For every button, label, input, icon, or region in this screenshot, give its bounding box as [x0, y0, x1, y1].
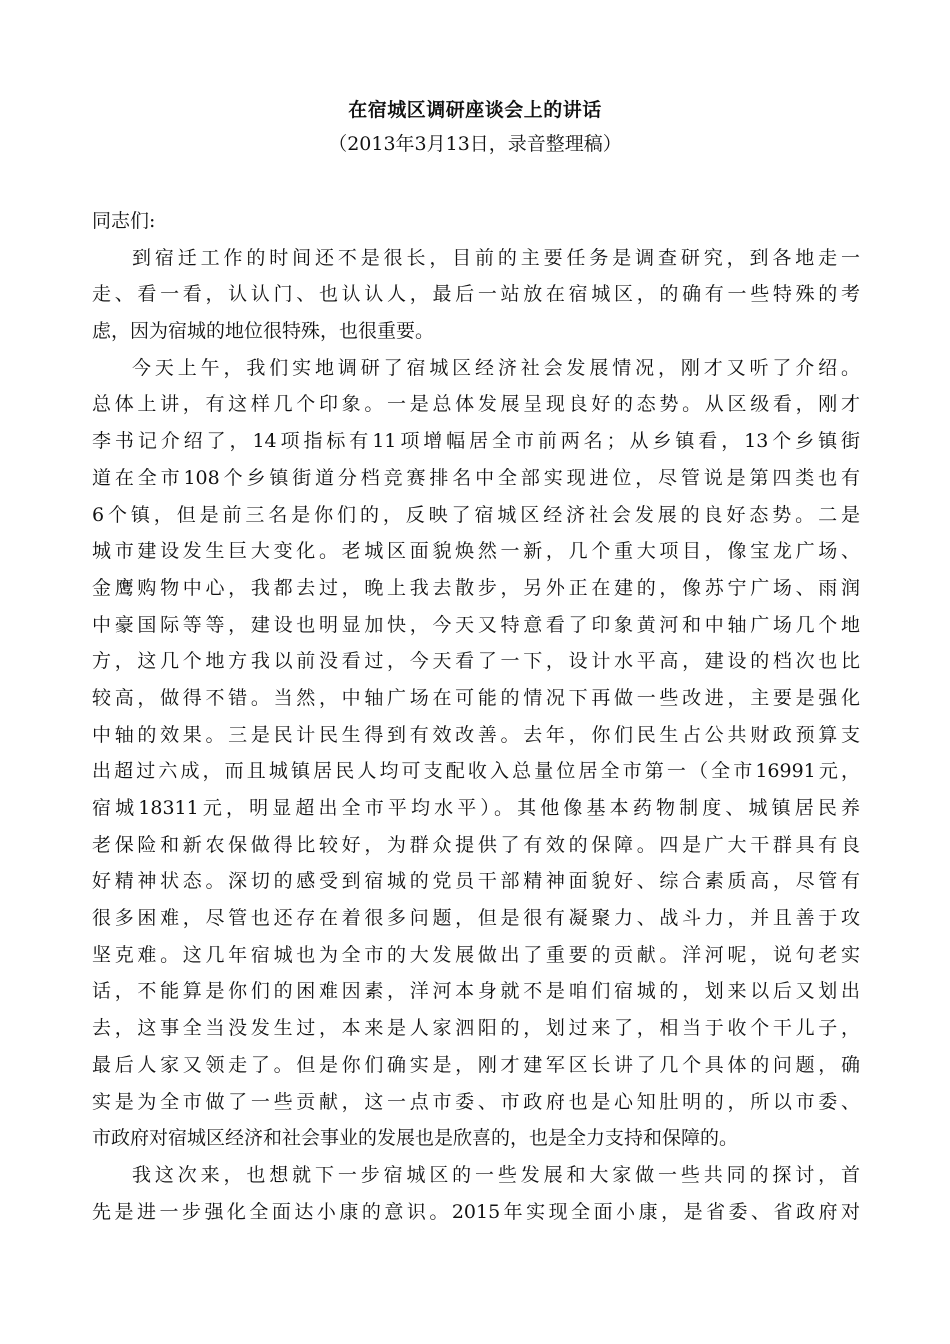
- paragraph-1-line: 走、看一看，认认门、也认认人，最后一站放在宿城区，的确有一些特殊的考: [92, 283, 860, 306]
- document-subtitle: （2013年3月13日，录音整理稿）: [328, 133, 622, 155]
- paragraph-2-line: 方，这几个地方我以前没看过，今天看了一下，设计水平高，建设的档次也比: [92, 650, 860, 673]
- greeting: 同志们:: [92, 210, 156, 232]
- paragraph-2-line: 总体上讲，有这样几个印象。一是总体发展呈现良好的态势。从区级看，刚才: [92, 393, 860, 416]
- paragraph-2-line: 宿城18311元，明显超出全市平均水平）。其他像基本药物制度、城镇居民养: [92, 797, 860, 819]
- paragraph-2-line: 城市建设发生巨大变化。老城区面貌焕然一新，几个重大项目，像宝龙广场、: [92, 540, 860, 563]
- paragraph-2-line: 道在全市108个乡镇街道分档竞赛排名中全部实现进位，尽管说是第四类也有: [92, 466, 860, 489]
- paragraph-2-line: 老保险和新农保做得比较好，为群众提供了有效的保障。四是广大干群具有良: [92, 833, 860, 856]
- paragraph-3-line: 我这次来，也想就下一步宿城区的一些发展和大家做一些共同的探讨，首: [132, 1163, 860, 1186]
- paragraph-2-line: 中豪国际等等，建设也明显加快，今天又特意看了印象黄河和中轴广场几个地: [92, 613, 860, 636]
- paragraph-3-line: 先是进一步强化全面达小康的意识。2015年实现全面小康，是省委、省政府对: [92, 1200, 860, 1223]
- paragraph-2-line: 市政府对宿城区经济和社会事业的发展也是欣喜的，也是全力支持和保障的。: [92, 1127, 739, 1150]
- paragraph-2-line: 今天上午，我们实地调研了宿城区经济社会发展情况，刚才又听了介绍。: [132, 356, 860, 379]
- paragraph-2-line: 坚克难。这几年宿城也为全市的大发展做出了重要的贡献。洋河呢，说句老实: [92, 943, 860, 966]
- paragraph-2-line: 出超过六成，而且城镇居民人均可支配收入总量位居全市第一（全市16991元，: [92, 760, 860, 783]
- paragraph-2-line: 最后人家又领走了。但是你们确实是，刚才建军区长讲了几个具体的问题，确: [92, 1053, 860, 1076]
- paragraph-2-line: 6个镇，但是前三名是你们的，反映了宿城区经济社会发展的良好态势。二是: [92, 503, 860, 526]
- paragraph-2-line: 很多困难，尽管也还存在着很多问题，但是很有凝聚力、战斗力，并且善于攻: [92, 907, 860, 930]
- paragraph-2-line: 实是为全市做了一些贡献，这一点市委、市政府也是心知肚明的，所以市委、: [92, 1090, 860, 1113]
- paragraph-2-line: 好精神状态。深切的感受到宿城的党员干部精神面貌好、综合素质高，尽管有: [92, 870, 860, 893]
- document-body: [92, 203, 860, 1230]
- paragraph-2-line: 李书记介绍了，14项指标有11项增幅居全市前两名；从乡镇看，13个乡镇街: [92, 430, 860, 453]
- paragraph-2-line: 话，不能算是你们的困难因素，洋河本身就不是咱们宿城的，划来以后又划出: [92, 980, 860, 1003]
- paragraph-1-line: 到宿迁工作的时间还不是很长，目前的主要任务是调查研究，到各地走一: [132, 246, 860, 269]
- paragraph-2-line: 较高，做得不错。当然，中轴广场在可能的情况下再做一些改进，主要是强化: [92, 686, 860, 709]
- document-title: 在宿城区调研座谈会上的讲话: [348, 99, 602, 121]
- paragraph-1-line: 虑，因为宿城的地位很特殊，也很重要。: [92, 320, 435, 343]
- paragraph-2-line: 去，这事全当没发生过，本来是人家泗阳的，划过来了，相当于收个干儿子，: [92, 1017, 860, 1040]
- paragraph-2-line: 中轴的效果。三是民计民生得到有效改善。去年，你们民生占公共财政预算支: [92, 723, 860, 746]
- paragraph-2-line: 金鹰购物中心，我都去过，晚上我去散步，另外正在建的，像苏宁广场、雨润: [92, 576, 860, 599]
